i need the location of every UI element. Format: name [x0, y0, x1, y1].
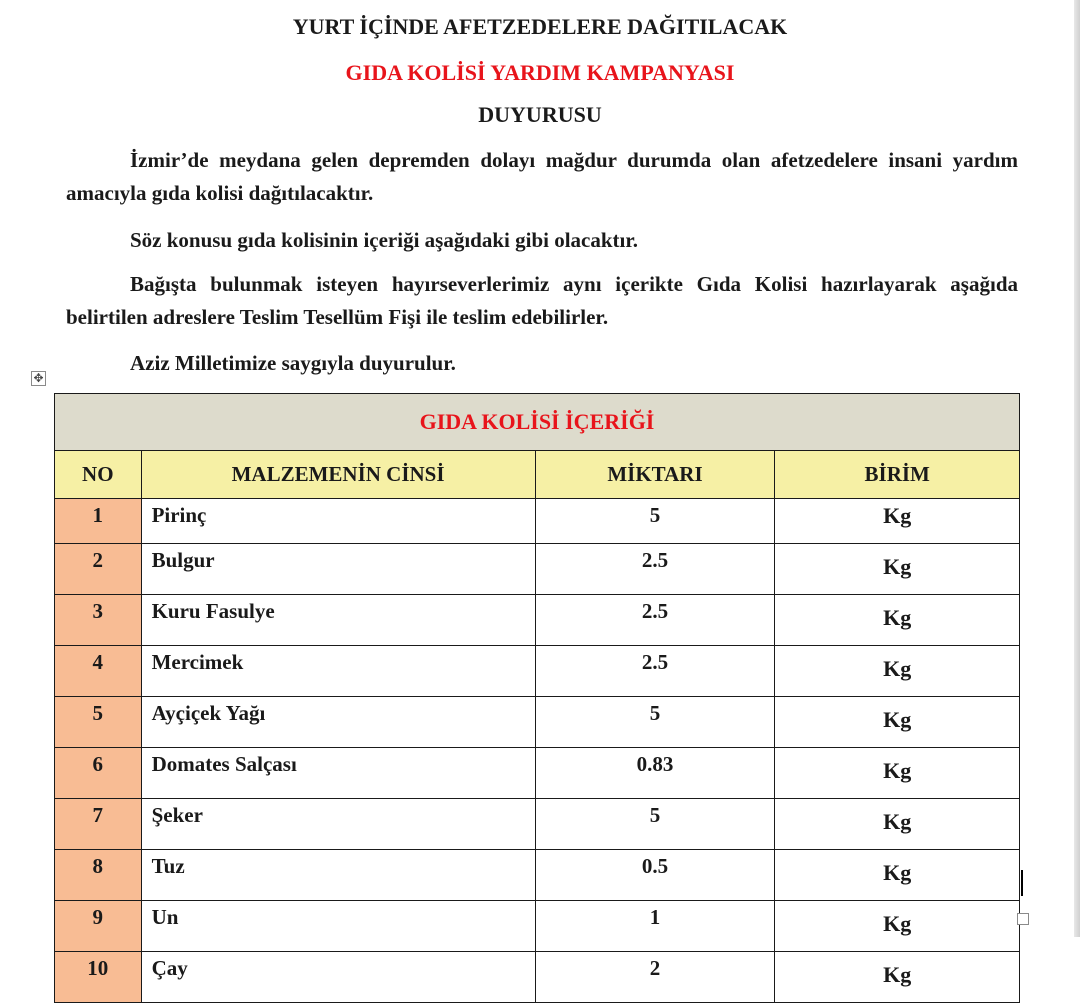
- row-name: Ayçiçek Yağı: [141, 697, 535, 748]
- paragraph-1: [66, 144, 1018, 210]
- row-no: 10: [55, 952, 142, 1003]
- row-qty: 1: [535, 901, 775, 952]
- table-header-row: [55, 451, 1020, 499]
- row-no: 4: [55, 646, 142, 697]
- row-unit: Kg: [775, 901, 1020, 952]
- row-name: Domates Salçası: [141, 748, 535, 799]
- table-caption-row: [55, 394, 1020, 451]
- row-name: Bulgur: [141, 544, 535, 595]
- row-unit: Kg: [775, 646, 1020, 697]
- table-move-icon[interactable]: ✥: [31, 371, 46, 386]
- row-unit: Kg: [775, 799, 1020, 850]
- paragraph-2: [66, 224, 1018, 257]
- table-row: [55, 544, 1020, 595]
- table-row: [55, 697, 1020, 748]
- table-row: [55, 748, 1020, 799]
- title-line-2: GIDA KOLİSİ YARDIM KAMPANYASI: [345, 60, 735, 85]
- row-name: Un: [141, 901, 535, 952]
- row-name: Kuru Fasulye: [141, 595, 535, 646]
- row-unit: Kg: [775, 748, 1020, 799]
- row-unit: Kg: [775, 697, 1020, 748]
- row-name: Tuz: [141, 850, 535, 901]
- row-qty: 2: [535, 952, 775, 1003]
- row-qty: 5: [535, 799, 775, 850]
- row-no: 5: [55, 697, 142, 748]
- row-qty: 5: [535, 697, 775, 748]
- row-unit: Kg: [775, 952, 1020, 1003]
- text-cursor: [1021, 870, 1023, 896]
- header-unit: BİRİM: [775, 451, 1020, 499]
- header-name: MALZEMENİN CİNSİ: [141, 451, 535, 499]
- table-resize-icon[interactable]: [1017, 913, 1029, 925]
- row-unit: Kg: [775, 595, 1020, 646]
- row-no: 3: [55, 595, 142, 646]
- paragraph-4-text: Aziz Milletimize saygıyla duyurulur.: [130, 351, 456, 375]
- row-unit: Kg: [775, 499, 1020, 544]
- table-row: [55, 595, 1020, 646]
- row-name: Şeker: [141, 799, 535, 850]
- row-qty: 0.83: [535, 748, 775, 799]
- row-no: 6: [55, 748, 142, 799]
- paragraph-3: [66, 268, 1018, 334]
- row-unit: Kg: [775, 850, 1020, 901]
- table-row: [55, 499, 1020, 544]
- row-no: 9: [55, 901, 142, 952]
- header-qty: MİKTARI: [535, 451, 775, 499]
- row-qty: 0.5: [535, 850, 775, 901]
- paragraph-4: [66, 347, 1018, 380]
- paragraph-2-text: Söz konusu gıda kolisinin içeriği aşağıdaki gibi olacaktır.: [130, 228, 639, 252]
- row-unit: Kg: [775, 544, 1020, 595]
- paragraph-1-text: İzmir’de meydana gelen depremden dolayı mağdur durumda olan afetzedelere insani yardım amacıyla gıda kolisi dağıtılacaktır.: [66, 148, 1018, 205]
- row-qty: 2.5: [535, 544, 775, 595]
- table-row: [55, 799, 1020, 850]
- row-qty: 2.5: [535, 646, 775, 697]
- title-line-1: YURT İÇİNDE AFETZEDELERE DAĞITILACAK: [292, 14, 788, 39]
- row-qty: 2.5: [535, 595, 775, 646]
- row-no: 2: [55, 544, 142, 595]
- row-no: 1: [55, 499, 142, 544]
- table-caption: GIDA KOLİSİ İÇERİĞİ: [55, 394, 1020, 451]
- table-row: [55, 952, 1020, 1003]
- paragraph-3-text: Bağışta bulunmak isteyen hayırseverlerimiz aynı içerikte Gıda Kolisi hazırlayarak aşağıda belirtilen adreslere Teslim Tesellüm Fişi ile teslim edebilirler.: [66, 272, 1018, 329]
- row-no: 7: [55, 799, 142, 850]
- food-parcel-table: [54, 393, 1020, 1003]
- row-name: Çay: [141, 952, 535, 1003]
- table-row: [55, 646, 1020, 697]
- row-name: Pirinç: [141, 499, 535, 544]
- row-qty: 5: [535, 499, 775, 544]
- title-line-3: DUYURUSU: [478, 102, 602, 127]
- page-edge: [1074, 0, 1080, 937]
- row-name: Mercimek: [141, 646, 535, 697]
- header-no: NO: [55, 451, 142, 499]
- row-no: 8: [55, 850, 142, 901]
- table-row: [55, 850, 1020, 901]
- table-row: [55, 901, 1020, 952]
